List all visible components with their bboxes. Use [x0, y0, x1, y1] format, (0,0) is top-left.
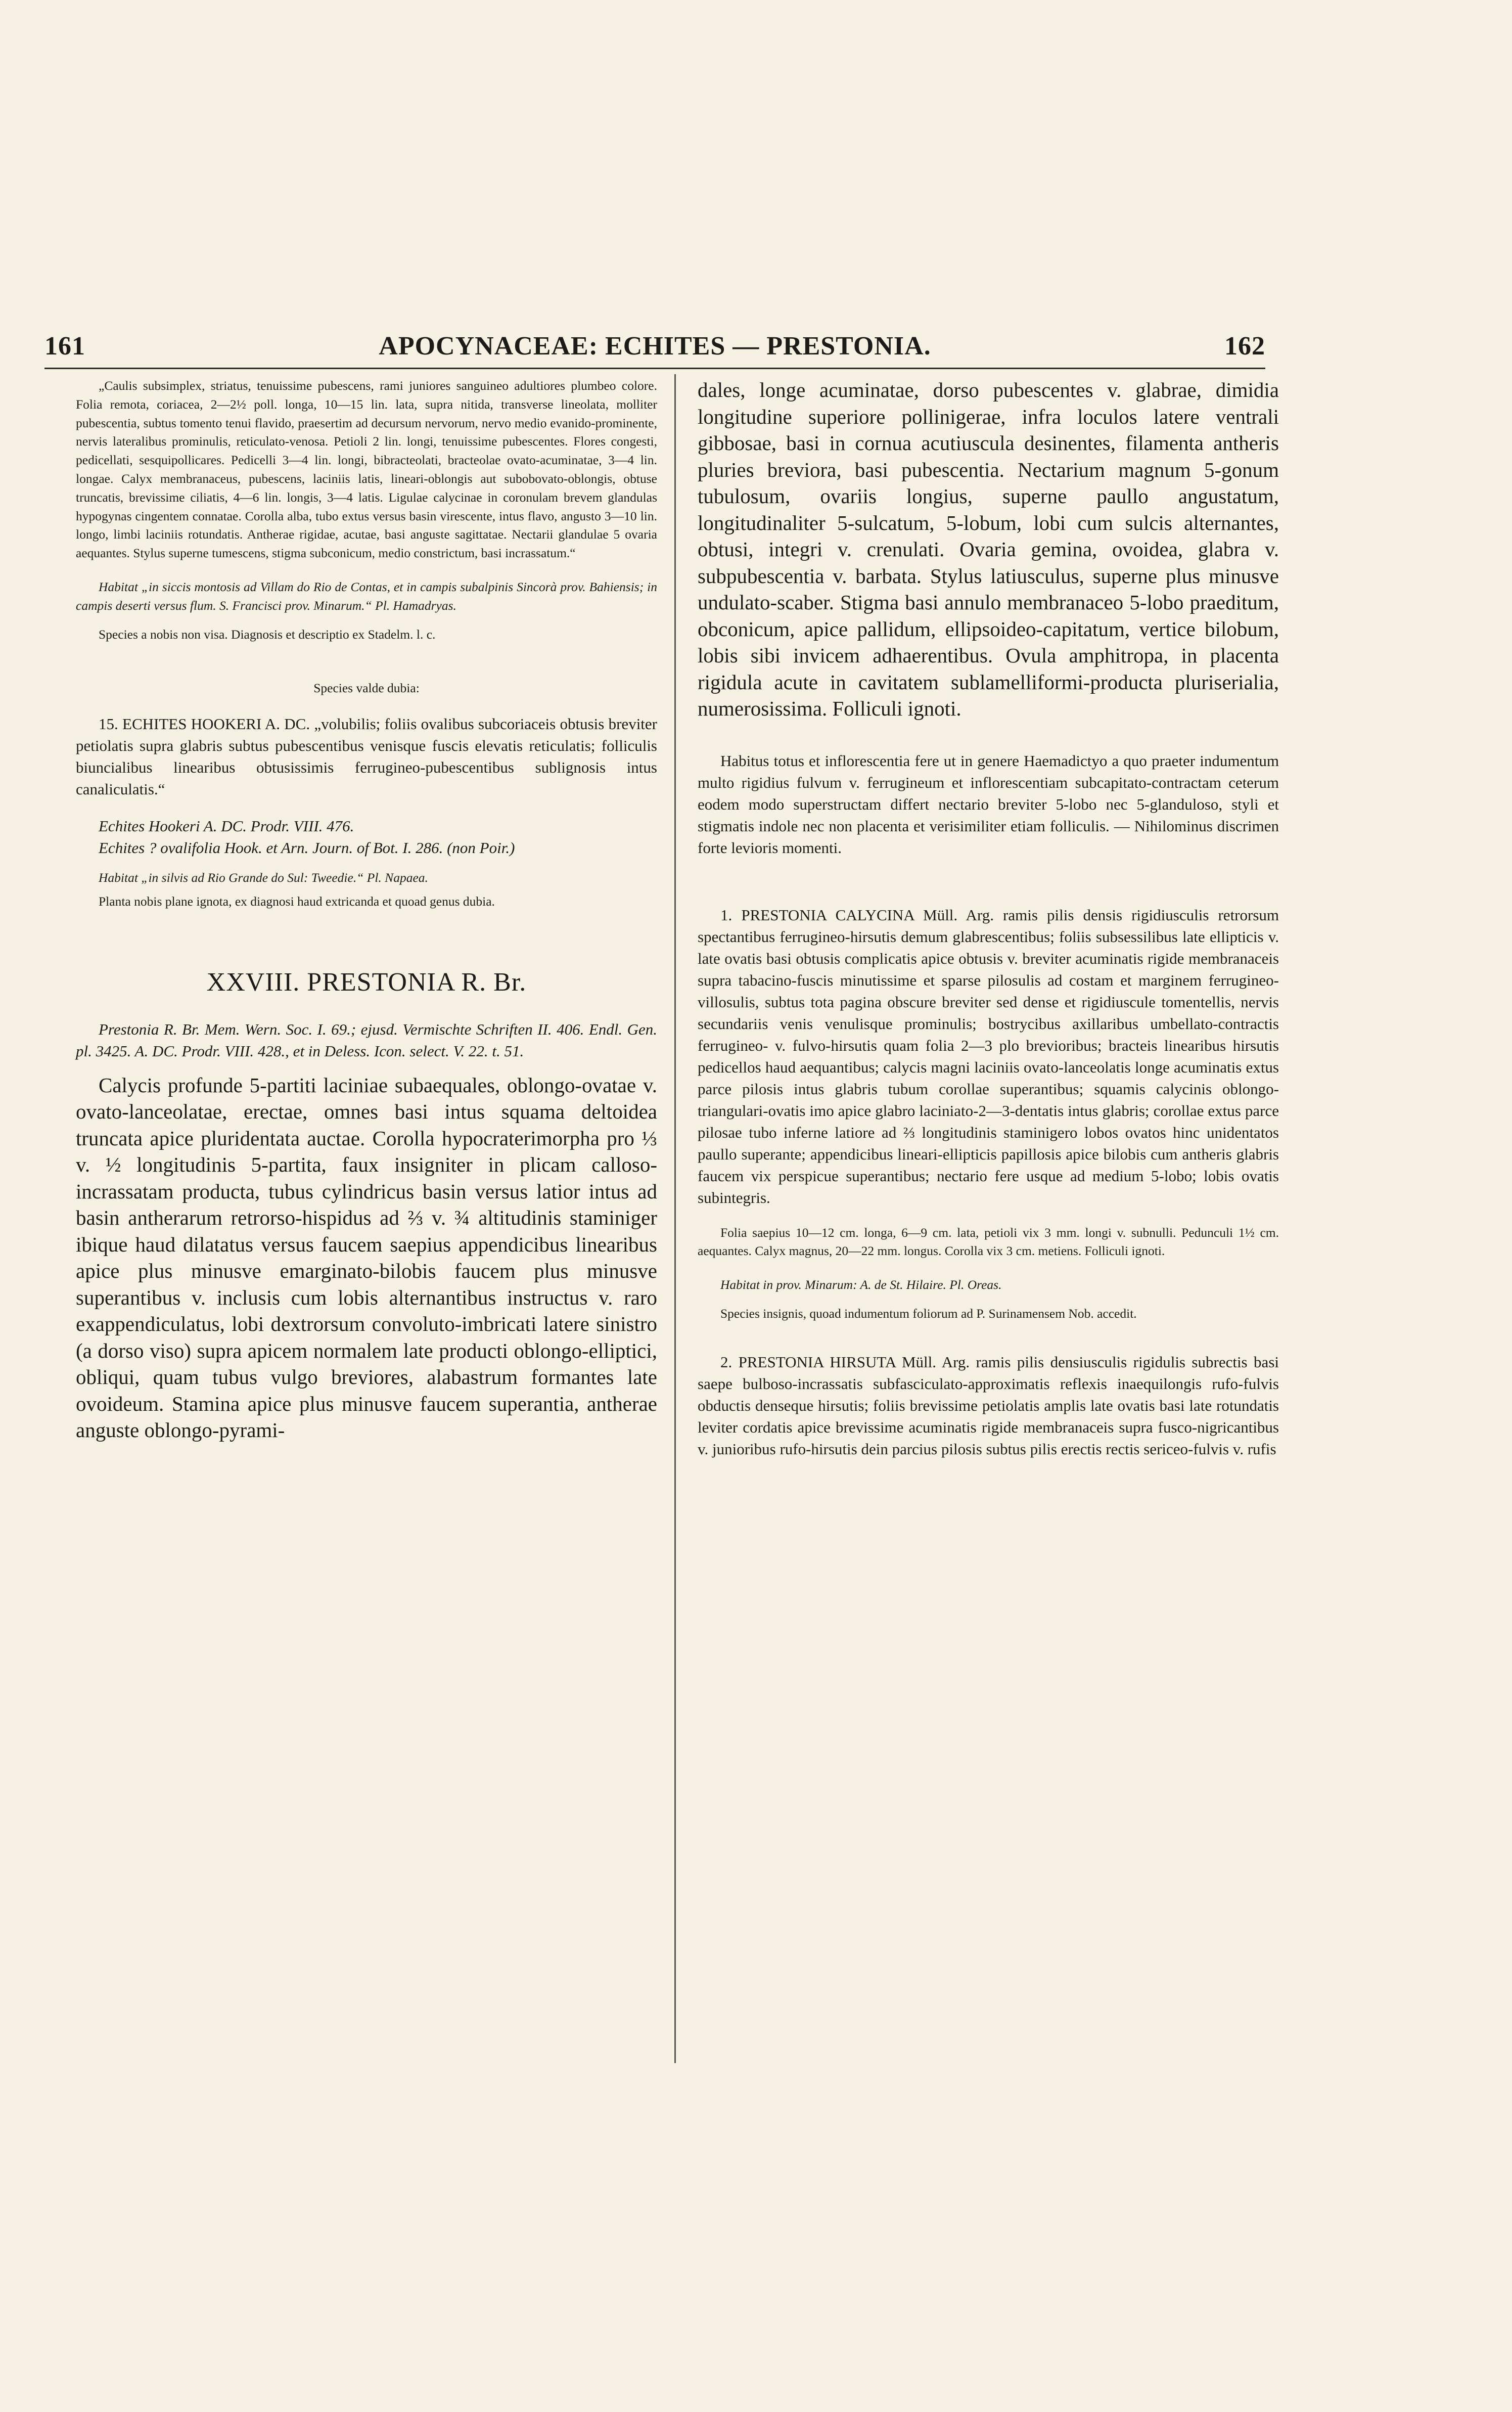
genus-description: Calycis profunde 5-partiti laciniae subaequales, oblongo-ovatae v. ovato-lanceolatae, erectae, omnes basi intus squama deltoidea truncata apice pluridentata auctae. Corolla hypocraterimorpha pro ⅓ v. ½ longitudinis 5-partita, faux insigniter in plicam calloso-incrassatam producta, tubus cylindricus basin versus latior intus ad basin antherarum retrorso-hispidus ad ⅔ v. ¾ altitudinis staminiger ibique haud dilatatus versus faucem saepius appendicibus linearibus apice plus minusve emarginato-bilobis faucem plus minusve superantibus v. inclusis cum lobis alternantibus instructus v. raro exappendiculatus, lobi dextrorsum convoluto-imbricati latere sinistro (a dorso viso) supra apicem normalem late producti oblongo-elliptici, obliqui, quam tubus vulgo breviores, alabastrum formantes late ovoideum. Stamina apice plus minusve faucem superantia, antherae anguste oblongo-pyrami- — [76, 1073, 657, 1442]
page-number-left: 161 — [44, 332, 85, 361]
species-note-2: Species insignis, quoad indumentum foliorum ad P. Surinamensem Nob. accedit. — [720, 1306, 1137, 1321]
synonym-2: Echites ? ovalifolia Hook. et Arn. Journ. of Bot. I. 286. (non Poir.) — [99, 839, 515, 857]
habitat-paragraph-2: Habitat „in silvis ad Rio Grande do Sul: Tweedie.“ Pl. Napaea. — [99, 870, 428, 885]
running-title: APOCYNACEAE: ECHITES — PRESTONIA. — [379, 332, 931, 361]
species-15-diagnosis: 15. ECHITES HOOKERI A. DC. „volubilis; foliis ovalibus subcoriaceis obtusis breviter petiolatis supra glabris subtus pubescentibus venisque fuscis elevatis reticulatis; folliculis biuncialibus linearibus obtusissimis ferrugineo-pubescentibus sublignosis intus canaliculatis.“ — [76, 715, 657, 798]
header-rule — [44, 368, 1265, 369]
genus-heading: XXVIII. PRESTONIA R. Br. — [206, 967, 527, 997]
synonym-1: Echites Hookeri A. DC. Prodr. VIII. 476. — [99, 817, 354, 835]
habitat-paragraph: Habitat „in siccis montosis ad Villam do Rio de Contas, et in campis subalpinis Sincorà prov. Bahiensis; in campis deserti versus flum. S. Francisci prov. Minarum.“ Pl. Hamadryas. — [76, 579, 657, 613]
habitus-paragraph: Habitus totus et inflorescentia fere ut in genere Haemadictyo a quo praeter indumentum multo rigidius fulvum v. ferrugineum et inflorescentiam subcapitato-contractam ceterum eodem modo superstructam differt nectario breviter 5-lobo nec 5-glanduloso, styli et stigmatis indole nec non placenta et verisimiliter etiam folliculis. — Nihilominus discrimen forte levioris momenti. — [698, 751, 1279, 857]
species-2-diagnosis: 2. PRESTONIA HIRSUTA Müll. Arg. ramis pilis densiusculis rigidulis subrectis basi saepe bulboso-incrassatis subfasciculato-approximatis reflexis inaequilongis rufo-fulvis obductis denseque hirsutis; foliis brevissime petiolatis amplis late ovatis basi late rotundatis leviter cordatis apice brevissime acuminatis rigide membranaceis supra fusco-nigricantibus v. junioribus rufo-hirsutis dein parcius pilosis subtus pilis erectis rectis sericeo-fulvis v. rufis — [698, 1353, 1279, 1458]
page-number-right: 162 — [1224, 332, 1265, 361]
genus-references: Prestonia R. Br. Mem. Wern. Soc. I. 69.; ejusd. Vermischte Schriften II. 406. Endl. Gen. pl. 3425. A. DC. Prodr. VIII. 428., et in Deless. Icon. select. V. 22. t. 51. — [76, 1020, 657, 1060]
left-column — [76, 377, 657, 1444]
folia-measurements: Folia saepius 10—12 cm. longa, 6—9 cm. lata, petioli vix 3 mm. longi v. subnulli. Pedunculi 1½ cm. aequantes. Calyx magnus, 20—22 mm. longus. Corolla vix 3 cm. metiens. Folliculi ignoti. — [698, 1225, 1279, 1259]
caulis-description: „Caulis subsimplex, striatus, tenuissime pubescens, rami juniores sanguineo adultiores plumbeo colore. Folia remota, coriacea, 2—2½ poll. longa, 10—15 lin. lata, supra nitida, transverse lineolata, molliter pubescentia, subtus tomento tenui flavido, praesertim ad decursum nervorum, nervo medio evanido-prominente, nervis lateralibus prominulis, reticulato-venosa. Petioli 2 lin. longi, tenuissime pubescentes. Flores congesti, pedicellati, sesquipollicares. Pedicelli 3—4 lin. longi, bibracteolati, bracteolae ovato-acuminatae, 3—4 lin. longae. Calyx membranaceus, pubescens, laciniis latis, lineari-oblongis aut subobovato-oblongis, obtuse truncatis, brevissime ciliatis, 4—6 lin. longis, 3—4 latis. Ligulae calycinae in coronulam brevem glandulas hypogynas cingentem connatae. Corolla alba, tubo extus versus basin virescente, intus flavo, angusto 3—10 lin. longo, limbi laciniis rotundatis. Antherae rigidae, acutae, basi anguste sagittatae. Nectarii glandulae 5 ovaria aequantes. Stylus superne tumescens, stigma subconicum, medio constrictum, basi incrassatum.“ — [76, 378, 657, 561]
genus-description-continued: dales, longe acuminatae, dorso pubescentes v. glabrae, dimidia longitudine superiore pollinigerae, infra loculos latere ventrali gibbosae, basi in cornua acutiuscula desinentes, filamenta antheris pluries breviora, basi pubescentia. Nectarium magnum 5-gonum tubulosum, ovariis longius, superne paullo angustatum, longitudinaliter 5-sulcatum, 5-lobum, lobi cum sulcis alternantes, obtusi, integri v. crenulati. Ovaria gemina, ovoidea, glabra v. subpubescentia v. barbata. Stylus latiusculus, superne plus minusve undulato-scaber. Stigma basi annulo membranaceo 5-lobo praeditum, obconicum, apice pallidum, ellipsoideo-capitatum, vertice bilobum, lobis sibi invicem adhaerentibus. Ovula amphitropa, in placenta rigidula acute in cavitatem sublamelliformi-producta pluriserialia, numerosissima. Folliculi ignoti. — [698, 378, 1279, 720]
running-header — [44, 331, 1265, 362]
planta-note: Planta nobis plane ignota, ex diagnosi haud extricanda et quoad genus dubia. — [99, 894, 495, 909]
column-divider — [674, 374, 676, 2063]
right-column — [698, 377, 1279, 1460]
species-1-diagnosis: 1. PRESTONIA CALYCINA Müll. Arg. ramis pilis densis rigidiusculis retrorsum spectantibus ferrugineo-hirsutis demum glabrescentibus; foliis subsessilibus late ellipticis v. late ovatis basi obtusis complicatis apice obtusis v. breviter acuminatis rigide membranaceis supra tabacino-fuscis minutissime et sparse pilosulis ad costam et marginem ferrugineo-villosulis, subtus tota pagina obscure breviter sed dense et rigidiuscule tomentellis, nervis secundariis venis venulisque prominulis; bostrycibus axillaribus umbellato-contractis ferrugineo- v. fulvo-hirsutis quam folia 2—3 plo brevioribus; bracteis linearibus hirsutis pedicellos haud aequantibus; calycis magni laciniis ovato-lanceolatis longe acuminatis extus parce pilosis intus glabris tubum corollae superantibus; squamis calycinis oblongo-triangulari-ovatis imo apice glabro laciniato-2—3-dentatis intus glabris; corollae extus parce pilosae tubo inferne latiore ad ⅔ longitudinis staminigero lobos ovatos hinc unidentatos paullo superante; appendicibus lineari-ellipticis papillosis apice bilobis cum antheris glabris faucem vix perspicue superantibus; nectario fere usque ad medium 5-lobo; lobis ovatis subintegris. — [698, 906, 1279, 1207]
dubia-heading: Species valde dubia: — [313, 681, 420, 696]
habitat-paragraph-3: Habitat in prov. Minarum: A. de St. Hilaire. Pl. Oreas. — [720, 1277, 1002, 1292]
species-note: Species a nobis non visa. Diagnosis et descriptio ex Stadelm. l. c. — [99, 627, 436, 642]
